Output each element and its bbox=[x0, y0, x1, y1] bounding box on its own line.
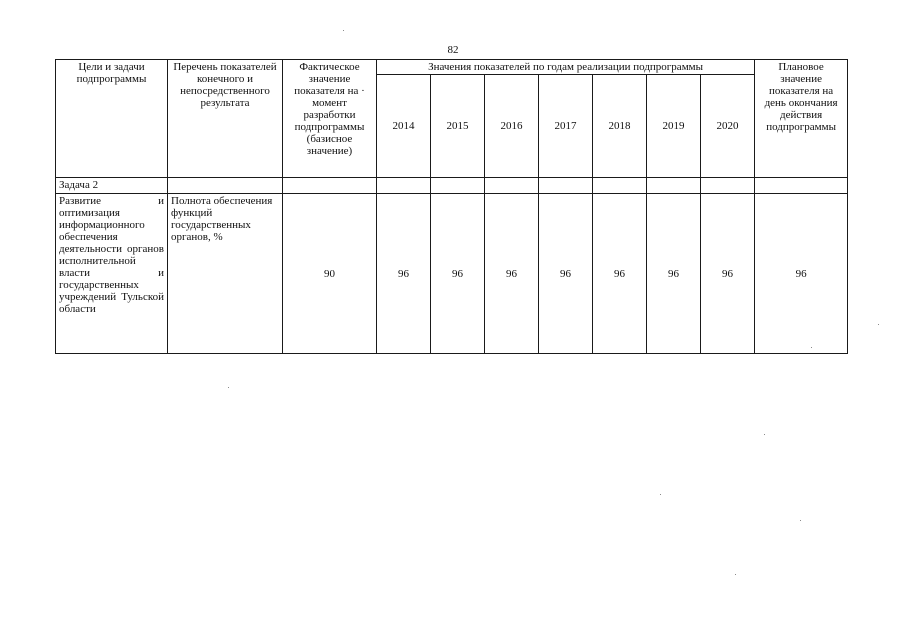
header-values-by-years: Значения показателей по годам реализации подпрограммы bbox=[377, 60, 755, 75]
header-row-top bbox=[56, 60, 848, 75]
year-value-cell: 96 bbox=[377, 194, 431, 354]
header-year: 2016 bbox=[485, 75, 539, 178]
task-row bbox=[56, 178, 848, 194]
header-indicators: Перечень показателей конечного и непосредственного результата bbox=[168, 60, 283, 178]
empty-cell bbox=[283, 178, 377, 194]
empty-cell bbox=[647, 178, 701, 194]
empty-cell bbox=[539, 178, 593, 194]
empty-cell bbox=[431, 178, 485, 194]
empty-cell bbox=[701, 178, 755, 194]
planned-value-cell: 96 bbox=[755, 194, 848, 354]
empty-cell bbox=[168, 178, 283, 194]
empty-cell bbox=[593, 178, 647, 194]
scan-speck bbox=[764, 434, 765, 435]
task-label: Задача 2 bbox=[56, 178, 168, 194]
indicator-cell: Полнота обеспечения функций государственных органов, % bbox=[168, 194, 283, 354]
base-value-cell: 90 bbox=[283, 194, 377, 354]
scan-speck bbox=[735, 574, 736, 575]
empty-cell bbox=[755, 178, 848, 194]
header-year: 2015 bbox=[431, 75, 485, 178]
header-year: 2020 bbox=[701, 75, 755, 178]
year-value-cell: 96 bbox=[593, 194, 647, 354]
header-year: 2019 bbox=[647, 75, 701, 178]
header-year: 2018 bbox=[593, 75, 647, 178]
scan-speck bbox=[878, 324, 879, 325]
scan-speck bbox=[343, 30, 344, 31]
indicators-table bbox=[55, 59, 848, 354]
scan-speck bbox=[811, 347, 812, 348]
header-planned-value: Плановое значение показателя на день окончания действия подпрограммы bbox=[755, 60, 848, 178]
year-value-cell: 96 bbox=[701, 194, 755, 354]
scan-speck bbox=[800, 520, 801, 521]
empty-cell bbox=[485, 178, 539, 194]
year-value-cell: 96 bbox=[647, 194, 701, 354]
header-actual-value: Фактическое значение показателя на · момент разработки подпрограммы (базисное значение) bbox=[283, 60, 377, 178]
header-year: 2014 bbox=[377, 75, 431, 178]
header-goals: Цели и задачи подпрограммы bbox=[56, 60, 168, 178]
scan-speck bbox=[228, 387, 229, 388]
year-value-cell: 96 bbox=[485, 194, 539, 354]
empty-cell bbox=[377, 178, 431, 194]
year-value-cell: 96 bbox=[539, 194, 593, 354]
scan-speck bbox=[660, 494, 661, 495]
data-row bbox=[56, 194, 848, 354]
page-number: 82 bbox=[447, 44, 459, 56]
header-year: 2017 bbox=[539, 75, 593, 178]
year-value-cell: 96 bbox=[431, 194, 485, 354]
goal-cell: Развитие и оптимизация информационного обеспечения деятельности органов исполнительной власти и государственных учреждений Тульской области bbox=[56, 194, 168, 354]
